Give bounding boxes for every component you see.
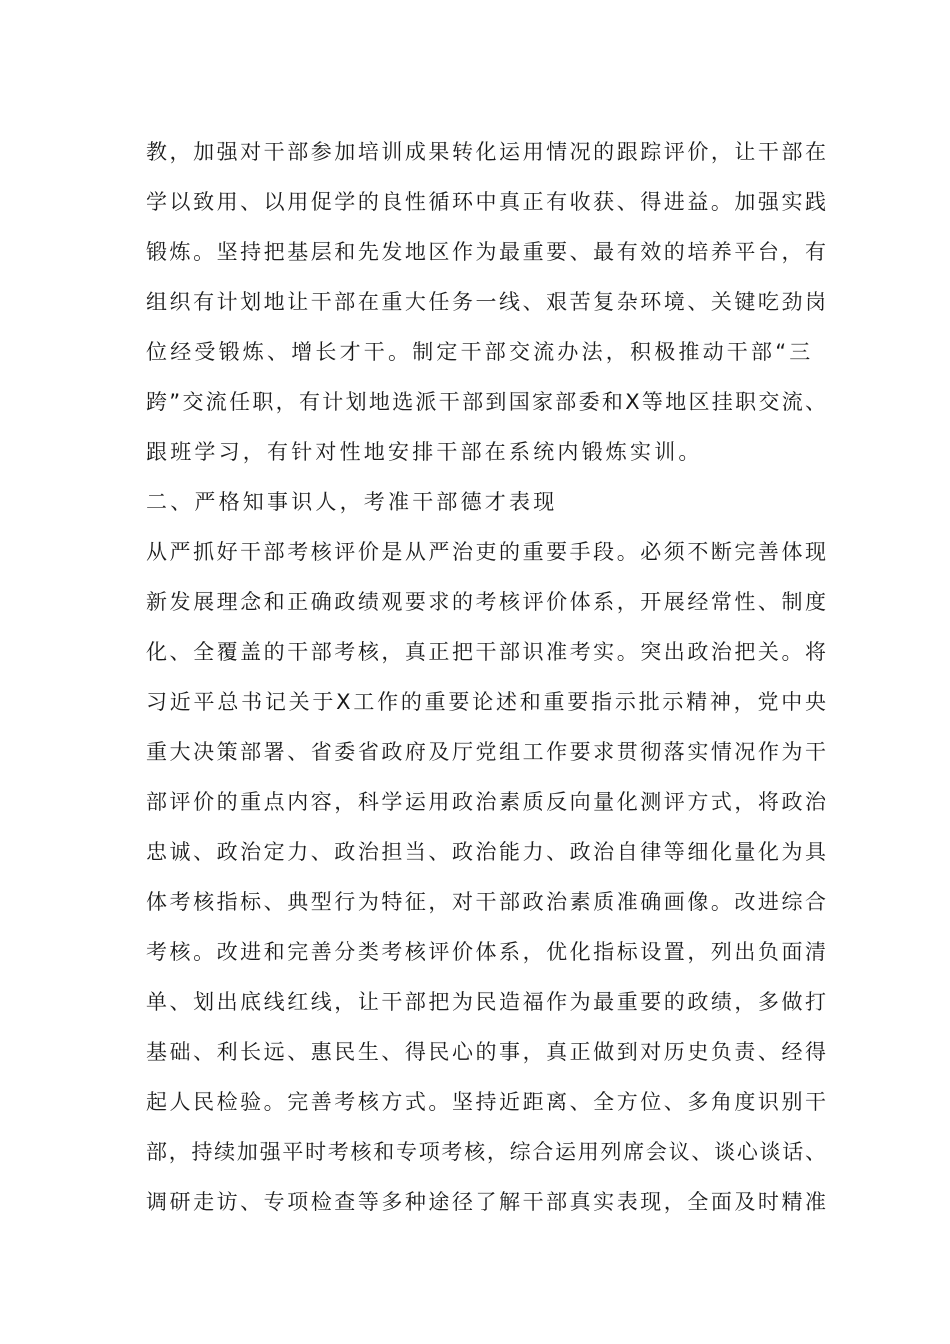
paragraph-line: 考核。改进和完善分类考核评价体系，优化指标设置，列出负面清	[146, 940, 826, 964]
paragraph-line: 部评价的重点内容，科学运用政治素质反向量化测评方式，将政治	[146, 790, 826, 814]
paragraph-line: 跟班学习，有针对性地安排干部在系统内锻炼实训。	[146, 440, 703, 464]
paragraph-line: 体考核指标、典型行为特征，对干部政治素质准确画像。改进综合	[146, 890, 826, 914]
paragraph-line: 跨”交流任职，有计划地选派干部到国家部委和X等地区挂职交流、	[146, 390, 826, 414]
paragraph-line: 起人民检验。完善考核方式。坚持近距离、全方位、多角度识别干	[146, 1090, 826, 1114]
paragraph-line: 基础、利长远、惠民生、得民心的事，真正做到对历史负责、经得	[146, 1040, 826, 1064]
paragraph-line: 新发展理念和正确政绩观要求的考核评价体系，开展经常性、制度	[146, 590, 826, 614]
paragraph-line: 化、全覆盖的干部考核，真正把干部识准考实。突出政治把关。将	[146, 640, 826, 664]
paragraph-line: 重大决策部署、省委省政府及厅党组工作要求贯彻落实情况作为干	[146, 740, 826, 764]
paragraph-line: 组织有计划地让干部在重大任务一线、艰苦复杂环境、关键吃劲岗	[146, 290, 826, 314]
paragraph-line: 教，加强对干部参加培训成果转化运用情况的跟踪评价，让干部在	[146, 140, 826, 164]
paragraph-line: 位经受锻炼、增长才干。制定干部交流办法，积极推动干部“三	[146, 340, 814, 364]
section-heading: 二、严格知事识人，考准干部德才表现	[146, 490, 558, 514]
document-body	[146, 127, 826, 1227]
paragraph-line: 部，持续加强平时考核和专项考核，综合运用列席会议、谈心谈话、	[146, 1140, 826, 1164]
paragraph-line: 习近平总书记关于X工作的重要论述和重要指示批示精神，党中央	[146, 690, 826, 714]
paragraph-line: 单、划出底线红线，让干部把为民造福作为最重要的政绩，多做打	[146, 990, 826, 1014]
paragraph-line: 学以致用、以用促学的良性循环中真正有收获、得进益。加强实践	[146, 190, 826, 214]
paragraph-line: 忠诚、政治定力、政治担当、政治能力、政治自律等细化量化为具	[146, 840, 826, 864]
paragraph-line: 调研走访、专项检查等多种途径了解干部真实表现，全面及时精准	[146, 1190, 826, 1214]
paragraph-line: 从严抓好干部考核评价是从严治吏的重要手段。必须不断完善体现	[146, 540, 826, 564]
paragraph-line: 锻炼。坚持把基层和先发地区作为最重要、最有效的培养平台，有	[146, 240, 826, 264]
